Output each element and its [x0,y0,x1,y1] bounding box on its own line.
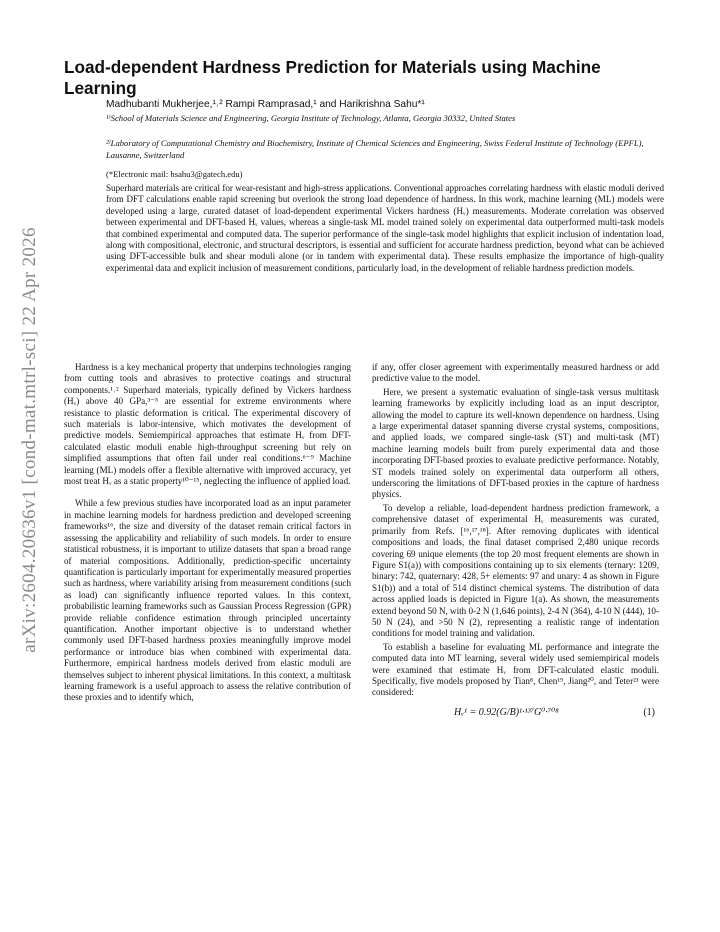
affiliation-2: ²⁾Laboratory of Computational Chemistry and Biochemistry, Institute of Chemical Sciences and Engineering, Swiss Federal Institute of Technology (EPFL), Lausanne, Switzerland [106,138,644,160]
body-column-left [64,362,351,704]
abstract: Superhard materials are critical for wear-resistant and high-stress applications. Conventional approaches correlating hardness with elastic moduli derived from DFT calculations enable rapid screening but overlook the strong load dependence of hardness. In this work, machine learning (ML) models were developed using a large, curated dataset of load-dependent experimental Vickers hardness (Hᵥ) measurements. Moderate correlation was observed between experimental and DFT-based Hᵥ values, whereas a single-task ML model trained solely on experimental data outperformed multi-task models that combined experimental and computed data. The superior performance of the single-task model highlights that explicit inclusion of indentation load, along with compositional, electronic, and structural descriptors, is essential and sufficient for accurate hardness prediction, beyond what can be achieved using DFT-accessible bulk and shear moduli alone (or in tandem with experimental data). These results emphasize the importance of high-quality experimental data and explicit inclusion of measurement conditions, particularly load, in the development of reliable hardness prediction models. [106,183,664,273]
arxiv-identifier-text: arXiv:2604.20636v1 [cond-mat.mtrl-sci] 22 Apr 2026 [19,227,40,653]
body-paragraph: While a few previous studies have incorporated load as an input parameter in machine learning models for hardness prediction and developed screening frameworks¹⁶, the size and diversity of the dataset remain critical factors in assessing the applicability and reliability of such models. In order to ensure statistical robustness, it is important to utilize datasets that span a broad range of material compositions. Additionally, prediction-specific uncertainty quantification is particularly important for experimentally measured properties such as hardness, where variability arising from measurement conditions (such as load) can significantly influence reported values. In this context, probabilistic learning frameworks such as Gaussian Process Regression (GPR) provide reliable confidence estimation through principled uncertainty quantification. Another important objective is to understand whether commonly used DFT-based hardness proxies meaningfully improve model performance or introduce bias when combined with experimental data. Furthermore, empirical hardness models derived from elastic moduli are themselves subject to inherent physical limitations. In this context, a multitask learning framework is a useful approach to assess the relative contribution of these proxies and to identify which, [64,498,351,703]
corresponding-email: (*Electronic mail: hsahu3@gatech.edu) [106,169,243,179]
equation-body: Hᵥ¹ = 0.92(G/B)¹·¹³⁷G⁰·⁷⁰⁸ [454,706,559,718]
paper-title: Load-dependent Hardness Prediction for Materials using Machine Learning [64,57,601,98]
body-column-right [372,362,659,723]
body-paragraph: if any, offer closer agreement with experimentally measured hardness or add predictive value to the model. [372,362,659,384]
author-list: Madhubanti Mukherjee,¹˒² Rampi Ramprasad,¹ and Harikrishna Sahu*¹ [106,99,425,110]
body-paragraph: To establish a baseline for evaluating ML performance and integrate the computed data into MT learning, several widely used semiempirical models were examined that estimate Hᵥ from DFT-calculated elastic moduli. Specifically, five models proposed by Tian⁸, Chen¹⁹, Jiang²⁰, and Teter²¹ were considered: [372,641,659,698]
affiliation-1: ¹⁾School of Materials Science and Engineering, Georgia Institute of Technology, Atlanta, Georgia 30332, United States [106,113,516,123]
body-paragraph: Hardness is a key mechanical property that underpins technologies ranging from cutting tools and abrasives to protective coatings and structural components.¹˒² Superhard materials, typically defined by Vickers hardness (Hᵥ) above 40 GPa,³⁻⁵ are essential for extreme environments where resistance to plastic deformation is critical. The experimental discovery of such materials is labor-intensive, which motivates the development of predictive models. Semiempirical approaches that estimate Hᵥ from DFT-calculated elastic moduli enable high-throughput screening but rely on simplified assumptions that often fail under real conditions.⁶⁻⁹ Machine learning (ML) models offer a flexible alternative with improved accuracy, yet most treat Hᵥ as a static property¹⁰⁻¹⁵, neglecting the influence of applied load. [64,362,351,487]
arxiv-identifier [16,180,44,700]
equation-1 [372,705,659,723]
equation-number: (1) [643,706,655,718]
body-paragraph: To develop a reliable, load-dependent hardness prediction framework, a comprehensive dataset of experimental Hᵥ measurements was curated, primarily from Refs. [¹⁶,¹⁷,¹⁸]. After removing duplicates with identical compositions and loads, the final dataset comprised 2,480 unique records covering 69 unique elements (the top 20 most frequent elements are shown in Figure S1(a)) with compositions containing up to six elements (ternary: 1209, binary: 742, quaternary: 428, 5+ elements: 97 and unary: 4 as shown in Figure S1(b)) and a total of 514 distinct chemical systems. The distribution of data across applied loads is depicted in Figure 1(a). As shown, the measurements extend beyond 50 N, with 0-2 N (1,646 points), 2-4 N (364), 4-10 N (444), 10-50 N (24), and >50 N (2), representing a realistic range of indentation conditions for model training and validation. [372,502,659,639]
body-paragraph: Here, we present a systematic evaluation of single-task versus multitask learning frameworks by explicitly including load as an input descriptor, allowing the model to capture its well-known dependence on hardness. Using a large experimental dataset spanning diverse crystal systems, compositions, and applied loads, we compared single-task (ST) and multi-task (MT) machine learning models built from purely experimental data and those incorporating DFT-based proxies to evaluate predictive performance. Notably, ST models trained solely on experimental data outperform all others, underscoring the limitations of DFT-based proxies in the capture of hardness physics. [372,386,659,500]
